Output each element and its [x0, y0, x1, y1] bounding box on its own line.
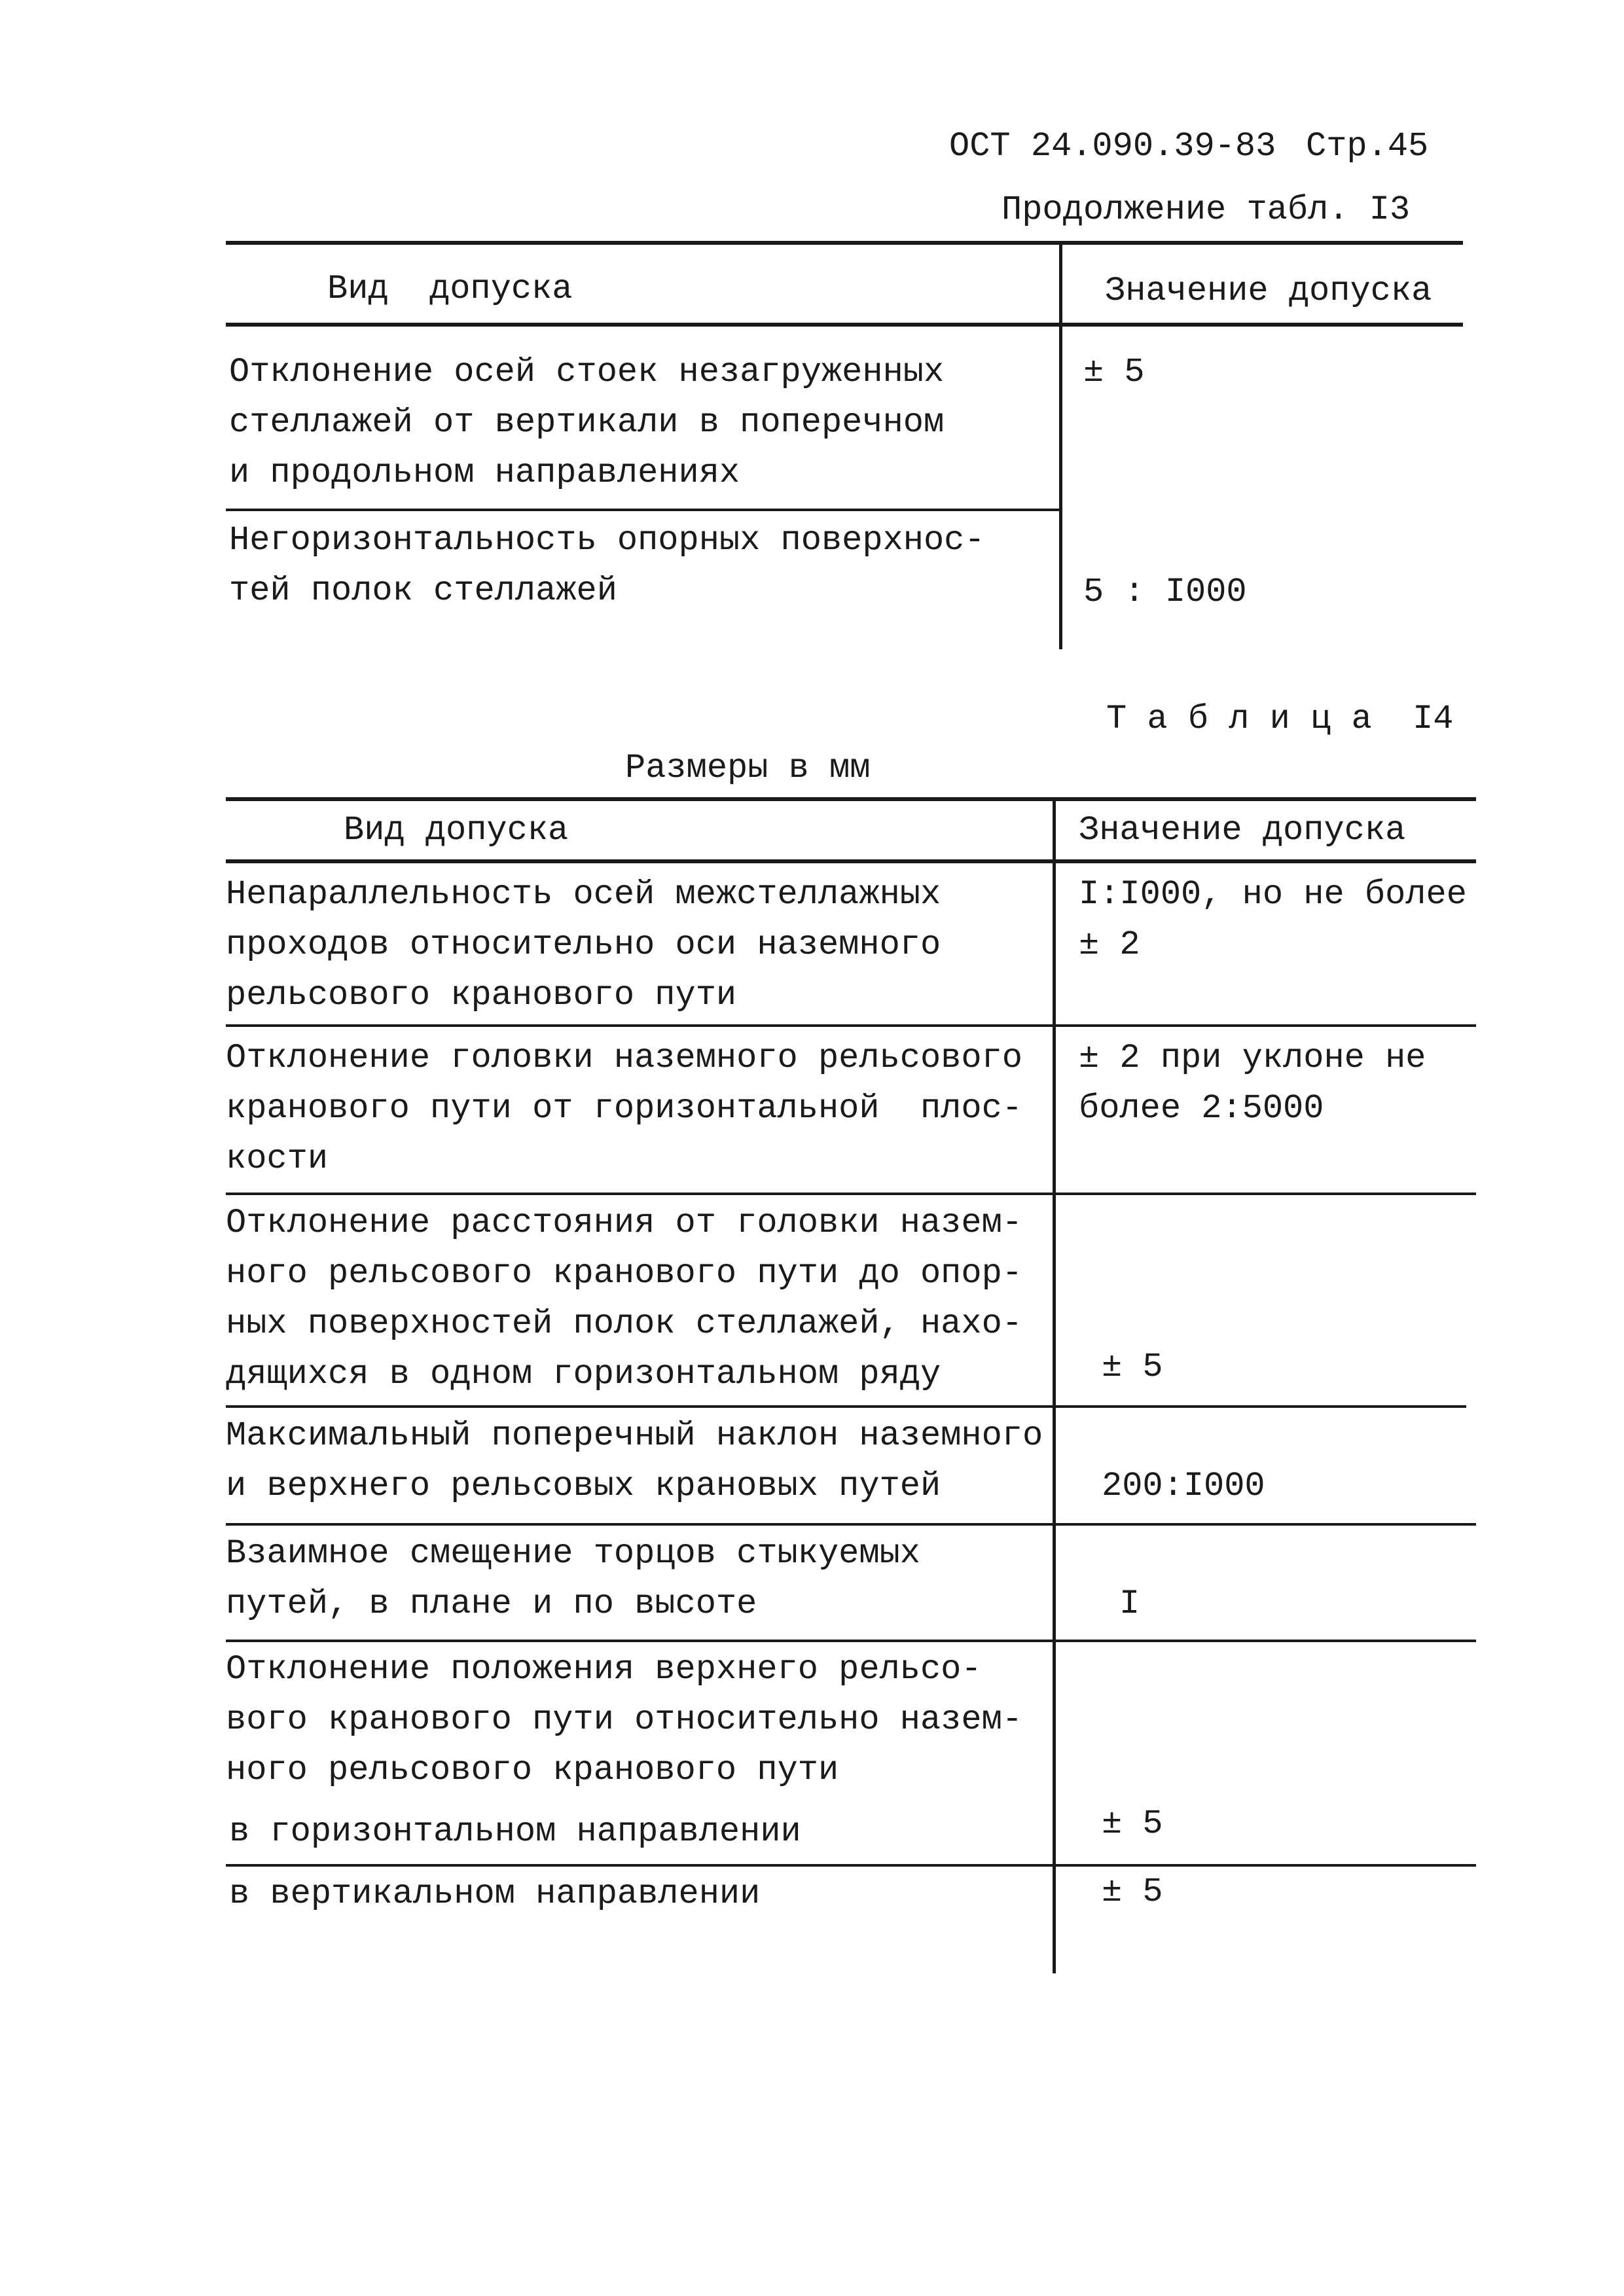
table14-row1-line3: рельсового кранового пути [226, 976, 737, 1014]
table14-row3-value: ± 5 [1102, 1348, 1163, 1386]
table14-column-divider [1053, 798, 1056, 1973]
table14-row4-line2: и верхнего рельсовых крановых путей [226, 1467, 941, 1505]
table13-continuation-label: Продолжение табл. I3 [1001, 190, 1411, 229]
table14-row-divider [226, 1523, 1476, 1526]
table13-row2-line2: тей полок стеллажей [229, 571, 617, 610]
table14-top-rule [226, 797, 1476, 801]
table14-row5-line2: путей, в плане и по высоте [226, 1585, 757, 1623]
table14-row2-value-line2: более 2:5000 [1079, 1089, 1324, 1128]
table14-row3-line3: ных поверхностей полок стеллажей, нахо- [226, 1304, 1022, 1343]
table13-column-divider [1059, 243, 1062, 649]
table14-row7-line1: в горизонтальном направлении [229, 1812, 801, 1851]
table13-header-left: Вид допуска [327, 270, 573, 308]
table14-row6-line2: вого кранового пути относительно назем- [226, 1700, 1022, 1739]
table14-row1-line2: проходов относительно оси наземного [226, 925, 941, 964]
table14-row4-value: 200:I000 [1102, 1467, 1265, 1505]
table13-row1-line3: и продольном направлениях [229, 454, 740, 492]
table14-row5-value: I [1119, 1585, 1140, 1623]
table13-row1-line1: Отклонение осей стоек незагруженных [229, 353, 945, 391]
table13-row1-line2: стеллажей от вертикали в поперечном [229, 403, 945, 442]
table14-title: Т а б л и ц а I4 [1106, 700, 1454, 738]
table14-row7-value: ± 5 [1102, 1804, 1163, 1843]
table14-row1-value-line2: ± 2 [1079, 925, 1140, 964]
table13-header-rule [226, 323, 1463, 327]
table13-header-right: Значение допуска [1105, 272, 1432, 310]
table14-row-divider [226, 1405, 1466, 1408]
document-code: ОСТ 24.090.39-83 [949, 127, 1276, 166]
table14-row1-value-line1: I:I000, но не более [1079, 875, 1467, 914]
table14-row3-line1: Отклонение расстояния от головки назем- [226, 1204, 1022, 1242]
table14-row2-line3: кости [226, 1139, 329, 1178]
table14-row8-line1: в вертикальном направлении [229, 1874, 761, 1913]
page-number: Стр.45 [1306, 127, 1429, 166]
table14-row3-line4: дящихся в одном горизонтальном ряду [226, 1355, 941, 1393]
table14-row6-line3: ного рельсового кранового пути [226, 1751, 839, 1789]
table14-row5-line1: Взаимное смещение торцов стыкуемых [226, 1534, 920, 1573]
table13-row-divider [226, 509, 1060, 511]
table14-row2-line2: кранового пути от горизонтальной плос- [226, 1089, 1022, 1128]
table14-row8-value: ± 5 [1102, 1873, 1163, 1911]
table13-top-rule [226, 241, 1463, 245]
table14-header-left: Вид допуска [344, 811, 569, 850]
table14-row3-line2: ного рельсового кранового пути до опор- [226, 1254, 1022, 1293]
table14-row2-value-line1: ± 2 при уклоне не [1079, 1039, 1426, 1077]
table14-header-rule [226, 859, 1476, 863]
table14-row-divider [226, 1024, 1476, 1027]
table14-row-divider [226, 1864, 1476, 1867]
table14-row2-line1: Отклонение головки наземного рельсового [226, 1039, 1022, 1077]
table14-row-divider [226, 1640, 1476, 1642]
table13-row1-value: ± 5 [1083, 353, 1145, 391]
table14-header-right: Значение допуска [1079, 811, 1406, 850]
table14-row6-line1: Отклонение положения верхнего рельсо- [226, 1650, 982, 1689]
table14-row4-line1: Максимальный поперечный наклон наземного [226, 1416, 1043, 1455]
table14-row1-line1: Непараллельность осей межстеллажных [226, 875, 941, 914]
table13-row2-value: 5 : I000 [1083, 573, 1247, 611]
table14-row-divider [226, 1193, 1476, 1195]
table14-units: Размеры в мм [625, 749, 871, 787]
table13-row2-line1: Негоризонтальность опорных поверхнос- [229, 521, 985, 560]
